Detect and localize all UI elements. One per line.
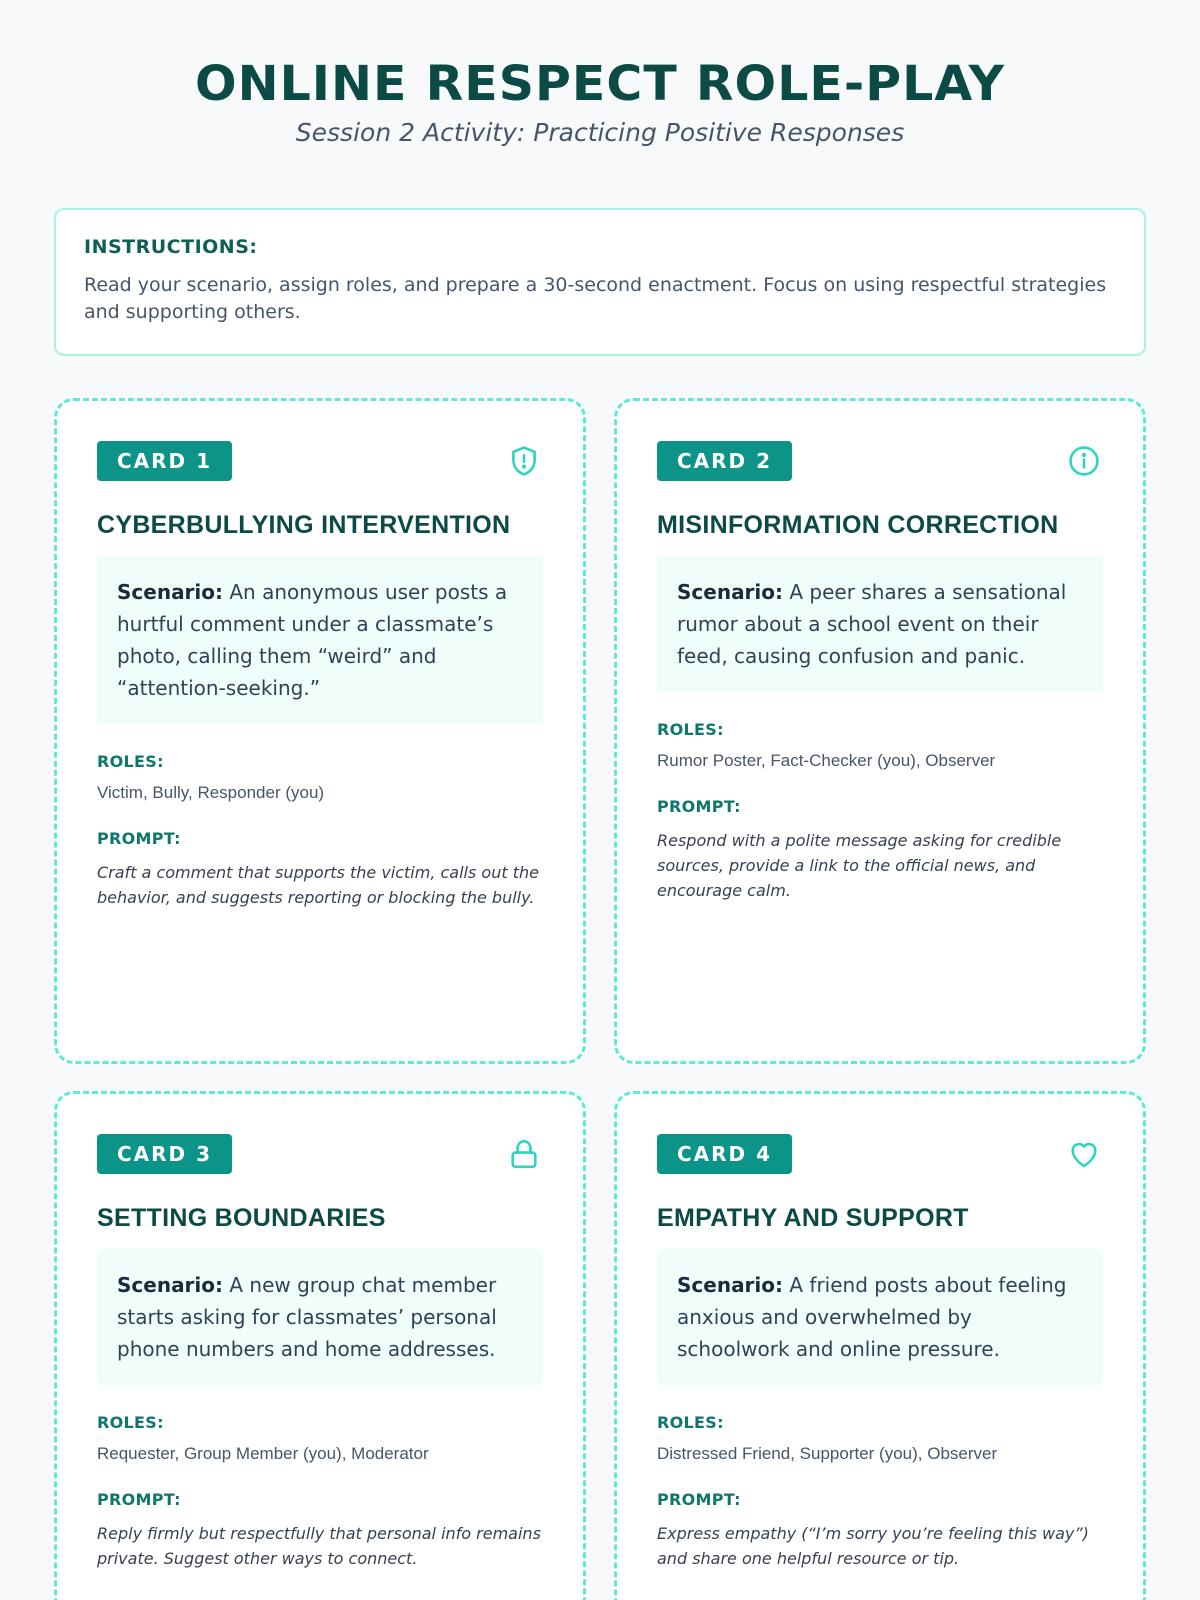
lock-icon	[507, 1137, 541, 1171]
scenario-text: A new group chat member starts asking for classmates’ personal phone numbers and home addresses.	[117, 1273, 497, 1361]
scenario-text: A friend posts about feeling anxious and overwhelmed by schoolwork and online pressure.	[677, 1273, 1067, 1361]
prompt-label: PROMPT:	[657, 1490, 741, 1509]
roles-text: Victim, Bully, Responder (you)	[97, 783, 325, 802]
scenario-text: A peer shares a sensational rumor about a school event on their feed, causing confusion and panic.	[677, 580, 1067, 668]
instructions-text: Read your scenario, assign roles, and prepare a 30-second enactment. Focus on using respectful strategies and supporting others.	[84, 274, 1107, 323]
card-badge: CARD 2	[657, 441, 792, 481]
info-icon	[1067, 444, 1101, 478]
scenario-box	[97, 556, 543, 724]
prompt-label: PROMPT:	[97, 829, 181, 848]
card-title: CYBERBULLYING INTERVENTION	[97, 511, 511, 539]
card-badge: CARD 3	[97, 1134, 232, 1174]
scenario-box	[657, 1249, 1103, 1385]
prompt-text: Craft a comment that supports the victim, calls out the behavior, and suggests reporting or blocking the bully.	[97, 863, 539, 907]
scenario-label: Scenario:	[117, 580, 224, 604]
roles-label: ROLES:	[97, 1413, 164, 1432]
roles-label: ROLES:	[97, 752, 164, 771]
role-play-card-1	[54, 398, 586, 1064]
role-play-card-2	[614, 398, 1146, 1064]
role-play-card-4	[614, 1091, 1146, 1600]
roles-text: Rumor Poster, Fact-Checker (you), Observer	[657, 751, 996, 770]
prompt-text: Respond with a polite message asking for credible sources, provide a link to the official news, and encourage calm.	[657, 831, 1062, 900]
scenario-box	[97, 1249, 543, 1385]
scenario-box	[657, 556, 1103, 692]
prompt-label: PROMPT:	[657, 797, 741, 816]
scenario-label: Scenario:	[677, 1273, 784, 1297]
card-title: EMPATHY AND SUPPORT	[657, 1204, 969, 1232]
page-header	[0, 0, 1200, 147]
roles-label: ROLES:	[657, 720, 724, 739]
card-badge: CARD 4	[657, 1134, 792, 1174]
scenario-text: An anonymous user posts a hurtful comment under a classmate’s photo, calling them “weird” and “attention-seeking.”	[117, 580, 508, 700]
roles-text: Distressed Friend, Supporter (you), Observer	[657, 1444, 998, 1463]
page-subtitle: Session 2 Activity: Practicing Positive Responses	[295, 118, 905, 147]
role-play-card-3	[54, 1091, 586, 1600]
card-title: SETTING BOUNDARIES	[97, 1204, 386, 1232]
page-title: ONLINE RESPECT ROLE-PLAY	[194, 56, 1006, 112]
roles-label: ROLES:	[657, 1413, 724, 1432]
prompt-text: Reply firmly but respectfully that personal info remains private. Suggest other ways to connect.	[97, 1524, 541, 1568]
instructions-box	[54, 208, 1146, 356]
prompt-text: Express empathy (“I’m sorry you’re feeling this way”) and share one helpful resource or tip.	[657, 1524, 1089, 1568]
prompt-label: PROMPT:	[97, 1490, 181, 1509]
heart-icon	[1067, 1137, 1101, 1171]
scenario-label: Scenario:	[117, 1273, 224, 1297]
shield-alert-icon	[507, 444, 541, 478]
card-badge: CARD 1	[97, 441, 232, 481]
card-title: MISINFORMATION CORRECTION	[657, 511, 1059, 539]
instructions-heading: INSTRUCTIONS:	[84, 236, 258, 258]
roles-text: Requester, Group Member (you), Moderator	[97, 1444, 429, 1463]
scenario-label: Scenario:	[677, 580, 784, 604]
